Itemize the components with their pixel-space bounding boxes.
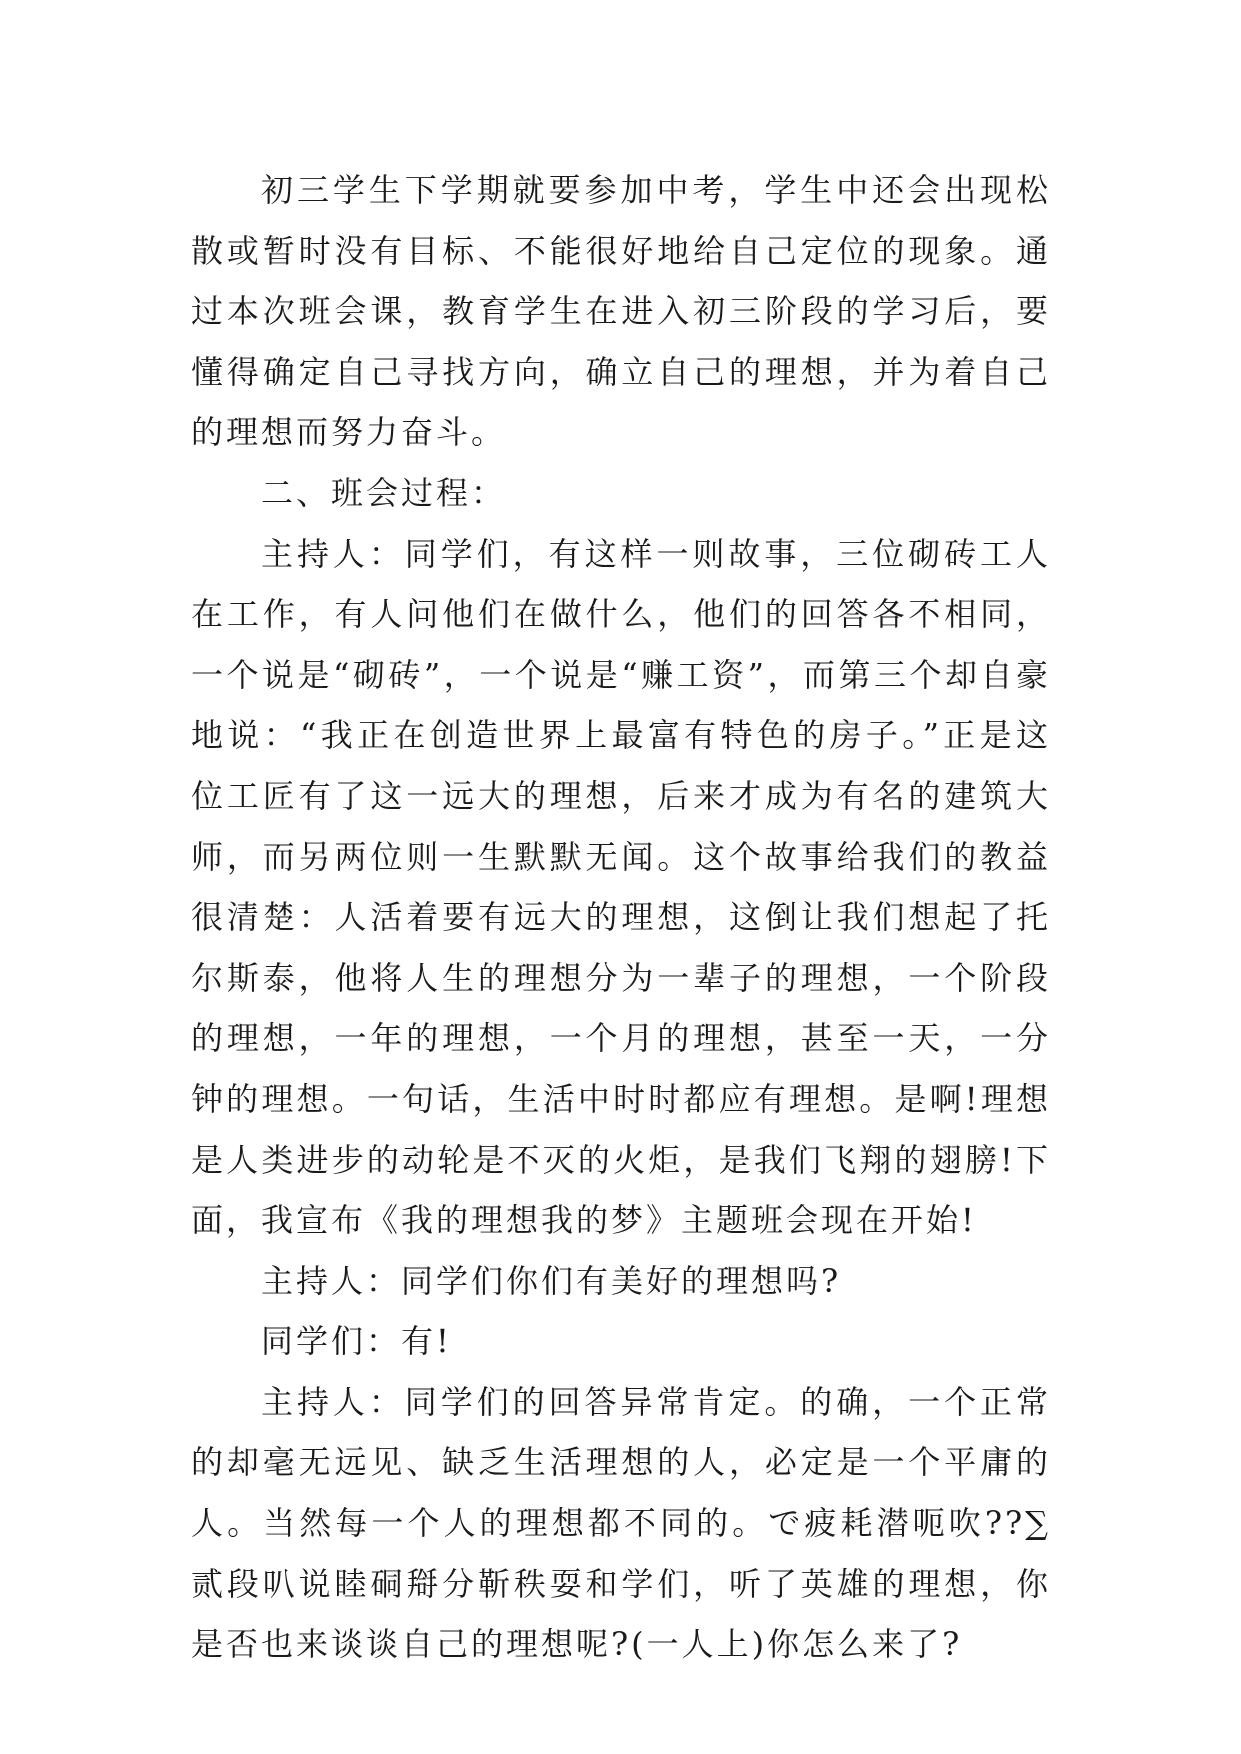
paragraph-host-question: 主持人：同学们你们有美好的理想吗? — [261, 1261, 842, 1300]
paragraph-host-story: 主持人：同学们，有这样一则故事，三位砌砖工人在工作，有人问他们在做什么，他们的回答各不相同，一个说是“砌砖”，一个说是“赚工资”，而第三个却自豪地说：“我正在创造世界上最富有特色的房子。”正是这位工匠有了这一远大的理想，后来才成为有名的建筑大师，而另两位则一生默默无闻。这个故事给我们的教益很清楚：人活着要有远大的理想，这倒让我们想起了托尔斯泰，他将人生的理想分为一辈子的理想，一个阶段的理想，一年的理想，一个月的理想，甚至一天，一分钟的理想。一句话，生活中时时都应有理想。是啊!理想是人类进步的动轮是不灭的火炬，是我们飞翔的翅膀!下面，我宣布《我的理想我的梦》主题班会现在开始! — [191, 534, 1051, 1240]
paragraph-intro: 初三学生下学期就要参加中考，学生中还会出现松散或暂时没有目标、不能很好地给自己定位的现象。通过本次班会课，教育学生在进入初三阶段的学习后，要懂得确定自己寻找方向，确立自己的理想，并为着自己的理想而努力奋斗。 — [191, 171, 1051, 452]
paragraph-host-response: 主持人：同学们的回答异常肯定。的确，一个正常的却毫无远见、缺乏生活理想的人，必定是一个平庸的人。当然每一个人的理想都不同的。で疲耗潜呃吹??∑贰段叭说睦硐搿分靳秩耍和学们，听了英雄的理想，你是否也来谈谈自己的理想呢?(一人上)你怎么来了? — [191, 1382, 1051, 1664]
paragraph-students-answer: 同学们：有! — [261, 1322, 452, 1361]
document-body — [191, 160, 1051, 1675]
section-heading-process: 二、班会过程： — [261, 473, 507, 512]
